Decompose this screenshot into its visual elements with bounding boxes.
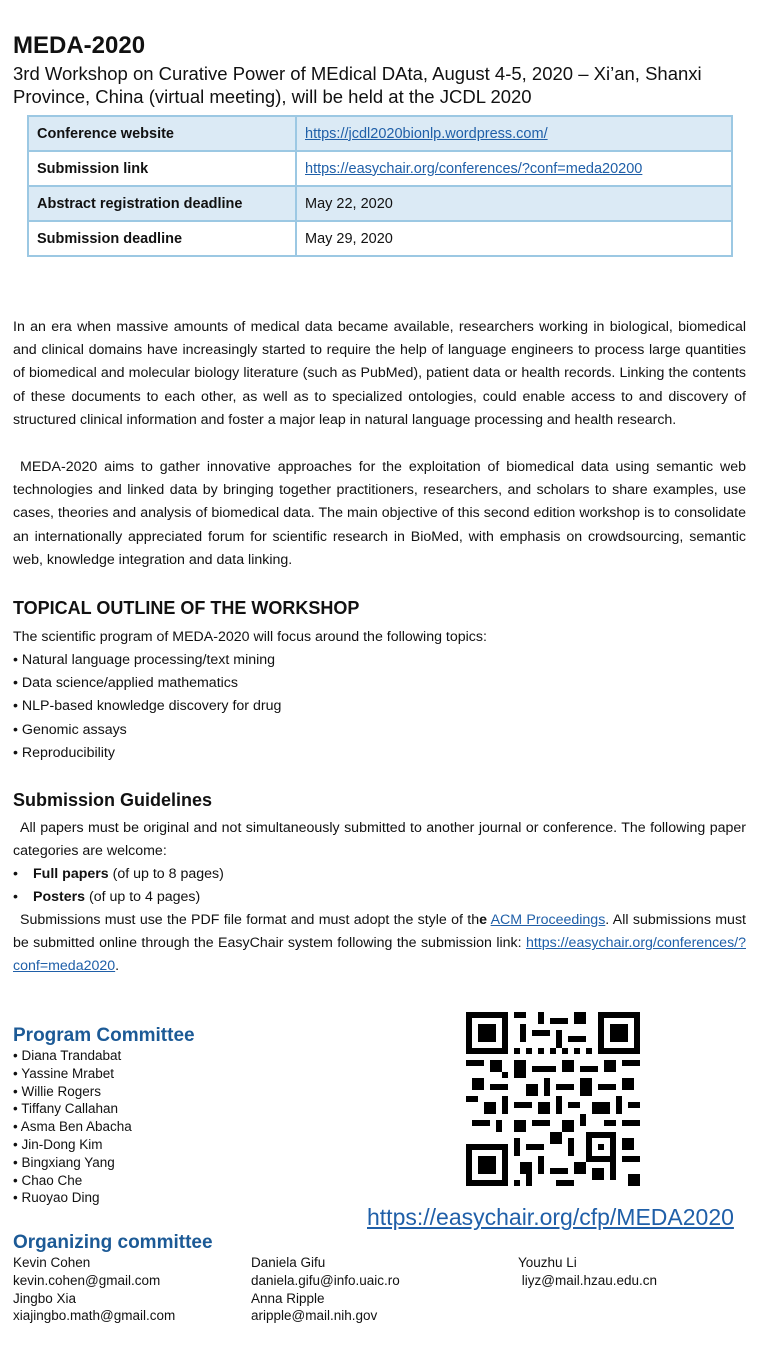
topics-heading: TOPICAL OUTLINE OF THE WORKSHOP bbox=[13, 598, 360, 618]
bullet: • bbox=[13, 889, 18, 906]
list-item: • Ruoyao Ding bbox=[13, 1190, 100, 1206]
organizing-committee-heading: Organizing committee bbox=[13, 1232, 213, 1253]
table-row bbox=[28, 186, 732, 221]
intro-paragraph: In an era when massive amounts of medical data became available, researchers working in biological, biomedical and clinical domains have increasingly started to require the help of language engineers to process large quantities of biomedical and molecular biology literature (such as PubMed), patient data or health records. Linking the contents of these documents to each other, as well as to specialized ontologies, could enable access to and discovery of structured clinical information and foster a major leap in natural language processing and health research. bbox=[13, 319, 746, 428]
table-cell-value bbox=[296, 151, 732, 186]
table-cell-label: Conference website bbox=[28, 116, 296, 151]
guidelines-outro bbox=[13, 909, 746, 979]
list-item: • Genomic assays bbox=[13, 721, 127, 738]
program-committee-list bbox=[13, 1047, 132, 1207]
organizer-name: Daniela Gifu bbox=[251, 1255, 326, 1270]
cfp-link[interactable]: https://easychair.org/cfp/MEDA2020 bbox=[367, 1204, 734, 1230]
topics-list bbox=[13, 649, 281, 765]
bullet: • bbox=[13, 866, 18, 882]
list-item: • Bingxiang Yang bbox=[13, 1154, 115, 1170]
conference-website-link[interactable]: https://jcdl2020bionlp.wordpress.com/ bbox=[305, 125, 548, 142]
submission-link[interactable]: https://easychair.org/conferences/?conf=meda20200 bbox=[305, 160, 643, 177]
organizer-name: Jingbo Xia bbox=[13, 1290, 77, 1306]
page-title: MEDA-2020 bbox=[13, 32, 146, 59]
program-committee-heading: Program Committee bbox=[13, 1025, 195, 1046]
table-row bbox=[28, 221, 732, 256]
qr-code-icon bbox=[466, 1012, 640, 1186]
info-table bbox=[27, 115, 733, 257]
organizer-name: Youzhu Li bbox=[518, 1255, 577, 1270]
outro-text: Submissions must use the PDF file format and must adopt the style of th bbox=[20, 912, 480, 928]
list-item: • Chao Che bbox=[13, 1172, 83, 1188]
table-cell-value: May 22, 2020 bbox=[296, 186, 732, 221]
organizer-email: xiajingbo.math@gmail.com bbox=[13, 1308, 176, 1324]
list-item: • Willie Rogers bbox=[13, 1083, 101, 1099]
paper-categories-list bbox=[13, 863, 224, 909]
list-item bbox=[13, 886, 224, 909]
list-item: • Asma Ben Abacha bbox=[13, 1119, 132, 1135]
list-item: • Data science/applied mathematics bbox=[13, 675, 238, 692]
table-cell-value: May 29, 2020 bbox=[296, 221, 732, 256]
acm-proceedings-link[interactable]: ACM Proceedings bbox=[490, 912, 606, 928]
category-name: Posters bbox=[33, 889, 86, 906]
topics-intro: The scientific program of MEDA-2020 will focus around the following topics: bbox=[13, 629, 487, 645]
organizer-name: Anna Ripple bbox=[251, 1290, 325, 1306]
table-cell-label: Abstract registration deadline bbox=[28, 186, 296, 221]
category-detail: (of up to 4 pages) bbox=[85, 889, 201, 906]
table-cell-value bbox=[296, 116, 732, 151]
list-item: • Yassine Mrabet bbox=[13, 1065, 115, 1081]
list-item: • Tiffany Callahan bbox=[13, 1101, 119, 1117]
outro-text: . bbox=[115, 958, 120, 975]
table-row bbox=[28, 116, 732, 151]
category-detail: (of up to 8 pages) bbox=[108, 866, 224, 882]
organizer-column bbox=[251, 1254, 400, 1325]
guidelines-heading: Submission Guidelines bbox=[13, 790, 213, 810]
aims-paragraph: MEDA-2020 aims to gather innovative approaches for the exploitation of biomedical data using semantic web technologies and linked data by bringing together practitioners, researchers, and scholars to share examples, use cases, theories and analysis of biomedical data. The main objective of this second edition workshop is to consolidate an internationally appreciated forum for scientific research in BioMed, with emphasis on crowdsourcing, semantic web, knowledge integration and data linking. bbox=[13, 459, 746, 568]
organizer-email: kevin.cohen@gmail.com bbox=[13, 1272, 161, 1288]
list-item bbox=[13, 863, 224, 886]
category-name: Full papers bbox=[33, 866, 109, 882]
organizer-name: Kevin Cohen bbox=[13, 1255, 91, 1270]
page-subtitle: 3rd Workshop on Curative Power of MEdical DAta, August 4-5, 2020 – Xi’an, Shanxi Province, China (virtual meeting), will be held at the JCDL 2020 bbox=[13, 63, 702, 107]
organizer-column bbox=[13, 1254, 175, 1325]
outro-bold-letter: e bbox=[479, 912, 488, 928]
table-cell-label: Submission deadline bbox=[28, 221, 296, 256]
list-item: • Natural language processing/text mining bbox=[13, 652, 276, 668]
list-item: • NLP-based knowledge discovery for drug bbox=[13, 698, 282, 715]
organizer-column bbox=[518, 1254, 657, 1290]
table-row bbox=[28, 151, 732, 186]
list-item: • Reproducibility bbox=[13, 744, 115, 761]
organizer-email: daniela.gifu@info.uaic.ro bbox=[251, 1272, 400, 1288]
list-item: • Jin-Dong Kim bbox=[13, 1136, 103, 1152]
easychair-submit-link[interactable]: https://easychair.org/conferences/?conf=meda2020 bbox=[13, 935, 746, 975]
organizer-email: liyz@mail.hzau.edu.cn bbox=[518, 1272, 658, 1288]
table-cell-label: Submission link bbox=[28, 151, 296, 186]
list-item: • Diana Trandabat bbox=[13, 1048, 122, 1063]
outro-text: . All submissions must be submitted online through the EasyChair system following the submission link: bbox=[13, 912, 746, 952]
guidelines-intro: All papers must be original and not simultaneously submitted to another journal or conference. The following paper categories are welcome: bbox=[13, 820, 746, 860]
organizer-email: aripple@mail.nih.gov bbox=[251, 1308, 378, 1324]
